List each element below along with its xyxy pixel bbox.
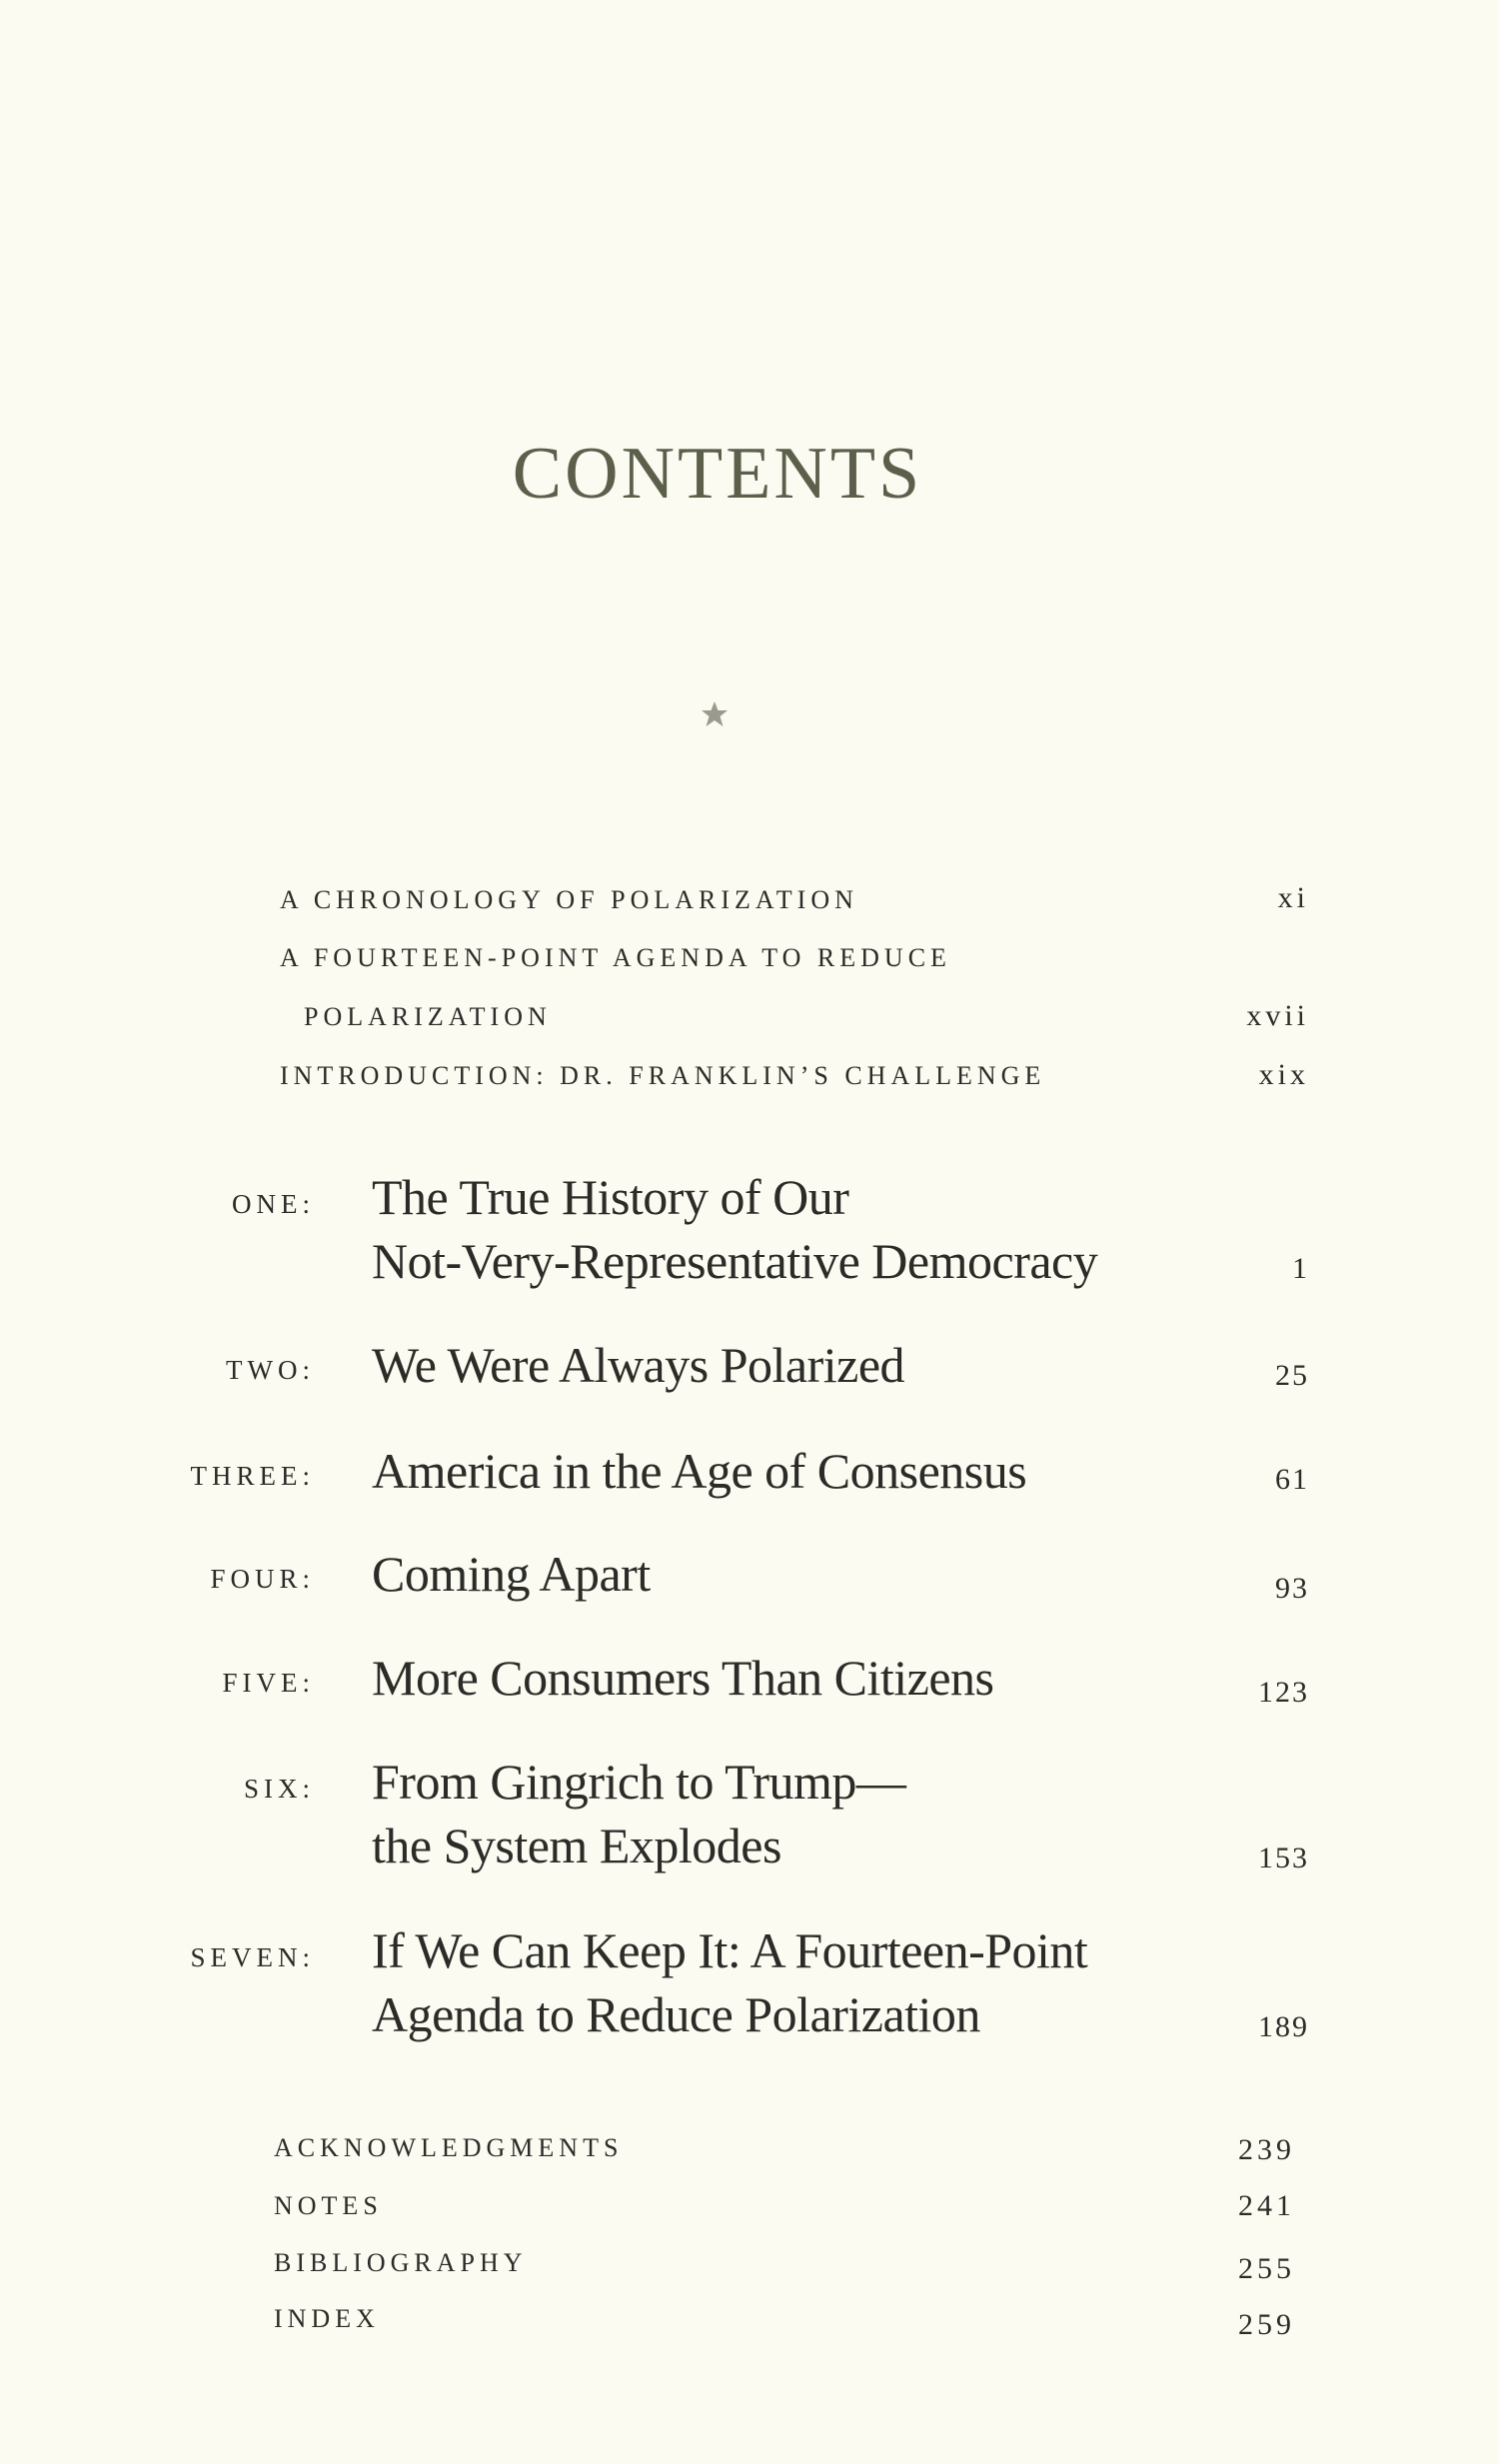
toc-entry-label: INDEX (274, 2304, 380, 2333)
toc-chapter-seven[interactable] (0, 1918, 1309, 2048)
toc-chapter-six[interactable] (0, 1750, 1309, 1879)
toc-entry-bibliography[interactable] (274, 2248, 1295, 2288)
chapter-number: TWO: (226, 1355, 315, 1385)
toc-page-number: 239 (1238, 2133, 1295, 2166)
chapter-number: FIVE: (222, 1668, 315, 1698)
toc-entry-label: ACKNOWLEDGMENTS (274, 2133, 624, 2162)
chapter-title-continued: Not-Very-Representative Democracy (372, 1233, 1098, 1289)
chapter-title: Coming Apart (372, 1546, 651, 1602)
toc-page-number: 25 (1275, 1359, 1309, 1392)
toc-entry-acknowledgments[interactable] (274, 2133, 1295, 2173)
chapter-title-continued: Agenda to Reduce Polarization (372, 1986, 980, 2042)
toc-page-number: 153 (1258, 1842, 1309, 1874)
chapter-number: ONE: (232, 1189, 315, 1219)
chapter-number: FOUR: (210, 1564, 315, 1594)
toc-entry-label: A FOURTEEN-POINT AGENDA TO REDUCE (280, 943, 951, 972)
toc-chapter-two[interactable] (0, 1333, 1309, 1403)
toc-entry-agenda[interactable] (280, 943, 1309, 1043)
toc-entry-label-continued: POLARIZATION (304, 1002, 552, 1031)
toc-chapter-three[interactable] (0, 1439, 1309, 1509)
toc-page-number: 93 (1275, 1572, 1309, 1605)
toc-page-number: 1 (1292, 1252, 1309, 1285)
toc-chapter-one[interactable] (0, 1165, 1309, 1295)
chapter-title: We Were Always Polarized (372, 1337, 905, 1393)
toc-chapter-five[interactable] (0, 1646, 1309, 1716)
star-icon (700, 699, 730, 729)
chapter-number: SIX: (243, 1774, 315, 1804)
toc-entry-chronology[interactable] (280, 881, 1309, 925)
toc-chapter-four[interactable] (0, 1542, 1309, 1612)
toc-page-number: 189 (1258, 2010, 1309, 2043)
toc-page-number: xix (1258, 1058, 1309, 1091)
page-title: CONTENTS (512, 433, 923, 515)
toc-entry-introduction[interactable] (280, 1058, 1309, 1101)
toc-entry-index[interactable] (274, 2304, 1295, 2344)
toc-page-number: 241 (1238, 2189, 1295, 2222)
toc-page-number: xi (1277, 881, 1309, 914)
chapter-number: THREE: (190, 1461, 315, 1491)
chapter-title: America in the Age of Consensus (372, 1443, 1027, 1499)
toc-entry-label: NOTES (274, 2191, 383, 2220)
toc-entry-label: BIBLIOGRAPHY (274, 2248, 528, 2277)
toc-page-number: 255 (1238, 2252, 1295, 2285)
chapter-title: From Gingrich to Trump— (372, 1754, 906, 1810)
toc-entry-label: INTRODUCTION: DR. FRANKLIN’S CHALLENGE (280, 1061, 1046, 1090)
chapter-title-continued: the System Explodes (372, 1818, 781, 1873)
chapter-title: More Consumers Than Citizens (372, 1650, 994, 1706)
chapter-title: If We Can Keep It: A Fourteen-Point (372, 1922, 1088, 1978)
chapter-number: SEVEN: (190, 1942, 315, 1972)
toc-entry-label: A CHRONOLOGY OF POLARIZATION (280, 885, 858, 914)
toc-page-number: 123 (1258, 1676, 1309, 1709)
toc-page-number: 259 (1238, 2308, 1295, 2341)
toc-page-number: xvii (1246, 999, 1309, 1032)
toc-entry-notes[interactable] (274, 2191, 1295, 2231)
chapter-title: The True History of Our (372, 1169, 849, 1225)
toc-page-number: 61 (1275, 1463, 1309, 1496)
